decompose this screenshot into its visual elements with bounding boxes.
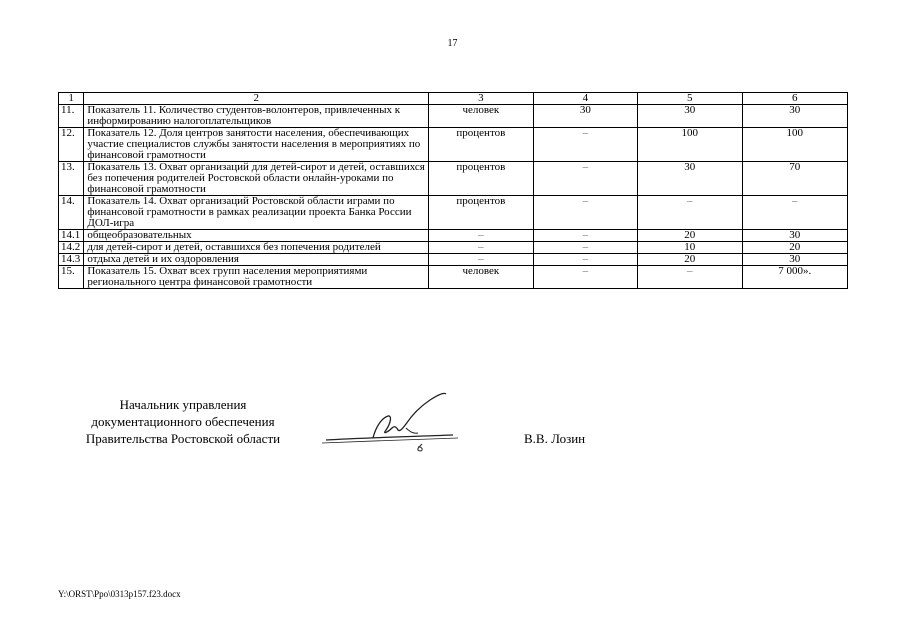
- value-cell-col4: –: [533, 230, 637, 242]
- indicator-name-cell: общеобразовательных: [84, 230, 429, 242]
- unit-cell: человек: [429, 266, 533, 289]
- table-row: [59, 105, 848, 128]
- value-cell-col4: –: [533, 162, 637, 196]
- table-row: [59, 242, 848, 254]
- table-header-row: [59, 93, 848, 105]
- value-cell-col4: –: [533, 128, 637, 162]
- header-cell: 1: [59, 93, 84, 105]
- value-cell-col4: 30: [533, 105, 637, 128]
- row-number-cell: 15.: [59, 266, 84, 289]
- document-file-path: Y:\ORST\Ppo\0313p157.f23.docx: [58, 589, 181, 599]
- value-cell-col5: –: [638, 266, 742, 289]
- signatory-title-line: Правительства Ростовской области: [85, 431, 281, 446]
- table-row: [59, 196, 848, 230]
- value-cell-col5: 30: [638, 105, 742, 128]
- signatory-title-line: документационного обеспечения: [91, 414, 275, 429]
- value-cell-col5: 30: [638, 162, 742, 196]
- value-cell-col6: 70: [742, 162, 848, 196]
- page-number: 17: [447, 38, 458, 49]
- indicator-name-cell: отдыха детей и их оздоровления: [84, 254, 429, 266]
- value-cell-col6: 30: [742, 105, 848, 128]
- value-cell-col5: 20: [638, 230, 742, 242]
- indicator-name-cell: Показатель 12. Доля центров занятости населения, обеспечивающих участие специалистов службы занятости населения в мероприятиях по финансовой грамотности: [84, 128, 429, 162]
- value-cell-col5: 100: [638, 128, 742, 162]
- value-cell-col4: –: [533, 242, 637, 254]
- value-cell-col6: 20: [742, 242, 848, 254]
- value-cell-col6: 30: [742, 230, 848, 242]
- value-cell-col4: –: [533, 266, 637, 289]
- handwritten-signature: [318, 388, 468, 458]
- indicator-name-cell: Показатель 13. Охват организаций для детей-сирот и детей, оставшихся без попечения родителей Ростовской области онлайн-уроками по финансовой грамотности: [84, 162, 429, 196]
- unit-cell: –: [429, 254, 533, 266]
- unit-cell: –: [429, 242, 533, 254]
- row-number-cell: 12.: [59, 128, 84, 162]
- signatory-title: [58, 396, 308, 447]
- row-number-cell: 14.1: [59, 230, 84, 242]
- table-row: [59, 128, 848, 162]
- signatory-title-line: Начальник управления: [119, 397, 247, 412]
- indicator-name-cell: Показатель 15. Охват всех групп населения мероприятиями регионального центра финансовой грамотности: [84, 266, 429, 289]
- value-cell-col6: 7 000».: [742, 266, 848, 289]
- value-cell-col6: 30: [742, 254, 848, 266]
- table-row: [59, 254, 848, 266]
- row-number-cell: 14.3: [59, 254, 84, 266]
- unit-cell: человек: [429, 105, 533, 128]
- row-number-cell: 14.: [59, 196, 84, 230]
- value-cell-col6: –: [742, 196, 848, 230]
- unit-cell: процентов: [429, 162, 533, 196]
- row-number-cell: 14.2: [59, 242, 84, 254]
- signatory-name: В.В. Лозин: [524, 431, 586, 446]
- header-cell: 2: [84, 93, 429, 105]
- unit-cell: процентов: [429, 196, 533, 230]
- table-row: [59, 162, 848, 196]
- indicator-name-cell: Показатель 14. Охват организаций Ростовской области играми по финансовой грамотности в рамках реализации проекта Банка России ДОЛ-игра: [84, 196, 429, 230]
- value-cell-col5: 10: [638, 242, 742, 254]
- indicators-table: [58, 92, 848, 289]
- table-row: [59, 266, 848, 289]
- unit-cell: процентов: [429, 128, 533, 162]
- value-cell-col4: –: [533, 196, 637, 230]
- indicator-name-cell: Показатель 11. Количество студентов-волонтеров, привлеченных к информированию налогоплательщиков: [84, 105, 429, 128]
- value-cell-col5: 20: [638, 254, 742, 266]
- row-number-cell: 11.: [59, 105, 84, 128]
- header-cell: 4: [533, 93, 637, 105]
- header-cell: 3: [429, 93, 533, 105]
- indicator-name-cell: для детей-сирот и детей, оставшихся без попечения родителей: [84, 242, 429, 254]
- value-cell-col4: –: [533, 254, 637, 266]
- row-number-cell: 13.: [59, 162, 84, 196]
- value-cell-col6: 100: [742, 128, 848, 162]
- table-row: [59, 230, 848, 242]
- value-cell-col5: –: [638, 196, 742, 230]
- unit-cell: –: [429, 230, 533, 242]
- header-cell: 5: [638, 93, 742, 105]
- header-cell: 6: [742, 93, 848, 105]
